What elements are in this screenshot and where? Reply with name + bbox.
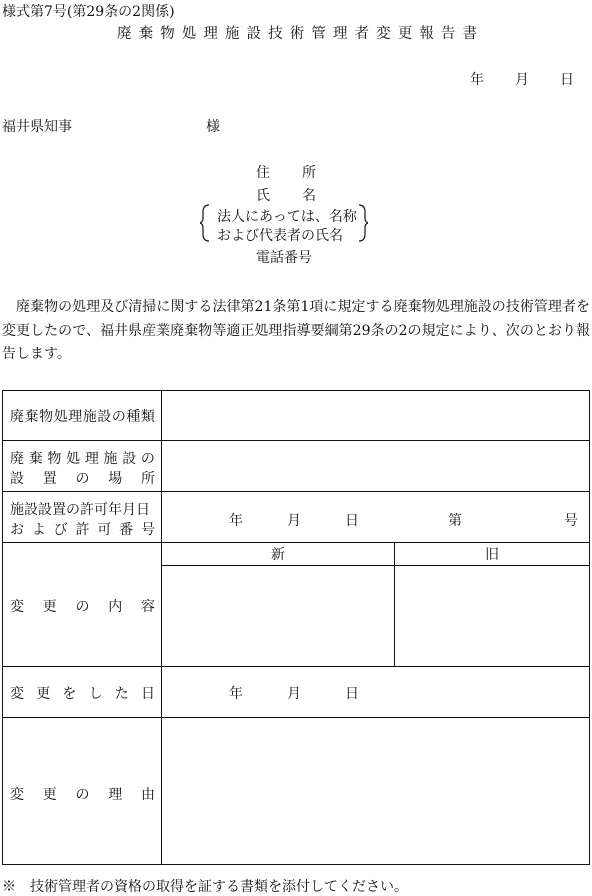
change-content-label: 変 更 の 内 容 — [10, 599, 155, 615]
document-title — [117, 22, 477, 43]
title-char: 物 — [160, 26, 175, 42]
title-char: 書 — [462, 26, 477, 42]
title-char: 術 — [289, 26, 305, 42]
change-date-label: 変 更 を し た 日 — [10, 686, 155, 702]
date-day-label: 日 — [560, 72, 574, 88]
title-char: 設 — [246, 26, 262, 42]
title-char: 処 — [181, 26, 197, 42]
title-char: 技 — [268, 26, 283, 42]
addressee: 福井県知事 — [2, 119, 72, 135]
report-body-text: 廃棄物の処理及び清掃に関する法律第21条第1項に規定する廃棄物処理施設の技術管理者を変更したので、福井県産業廃棄物等適正処理指導要綱第29条の2の規定により、次のとおり報告します。 — [2, 299, 590, 362]
form-number: 様式第7号(第29条の2関係) — [2, 4, 175, 20]
permit-number-label: お よ び 許 可 番 号 — [10, 522, 155, 538]
title-char: 廃 — [117, 26, 132, 42]
old-content-field[interactable] — [396, 567, 588, 665]
title-char: 理 — [332, 26, 348, 42]
change-reason-field[interactable] — [163, 719, 589, 863]
phone-label: 電話番号 — [256, 250, 312, 266]
footnote: ※ 技術管理者の資格の取得を証する書類を添付してください。 — [2, 879, 408, 895]
report-form-table — [2, 390, 590, 865]
new-column-header: 新 — [271, 547, 285, 563]
title-char: 更 — [397, 26, 413, 42]
date-month-label: 月 — [515, 72, 529, 88]
address-label: 住 所 — [256, 165, 316, 181]
corporate-note-line2: および代表者の氏名 — [217, 228, 343, 244]
facility-location-label-line1: 廃 棄 物 処 理 施 設 の — [10, 451, 155, 467]
title-char: 管 — [311, 26, 326, 42]
honorific: 様 — [206, 119, 220, 135]
title-char: 理 — [203, 26, 218, 42]
title-char: 報 — [419, 26, 434, 42]
title-char: 告 — [440, 26, 456, 42]
name-label: 氏 名 — [256, 188, 316, 204]
date-year-label: 年 — [470, 72, 484, 88]
report-date — [470, 69, 574, 89]
facility-location-label-line2: 設 置 の 場 所 — [10, 471, 155, 487]
change-date-field[interactable]: 年 月 日 — [229, 686, 359, 702]
new-content-field[interactable] — [163, 567, 393, 665]
permit-date-label: 施設設置の許可年月日 — [10, 502, 150, 518]
title-char: 施 — [224, 26, 240, 42]
permit-date-field[interactable]: 年 月 日 — [229, 513, 359, 529]
permit-number-field[interactable]: 第 号 — [448, 513, 578, 529]
old-column-header: 旧 — [485, 547, 499, 563]
title-char: 棄 — [138, 26, 154, 42]
change-reason-label: 変 更 の 理 由 — [10, 787, 155, 803]
title-char: 者 — [354, 26, 370, 42]
title-char: 変 — [376, 26, 391, 42]
facility-type-label: 廃 棄 物 処 理 施 設 の 種 類 — [10, 409, 155, 425]
facility-type-field[interactable] — [163, 441, 589, 490]
corporate-note-line1: 法人にあっては、名称 — [217, 209, 357, 225]
